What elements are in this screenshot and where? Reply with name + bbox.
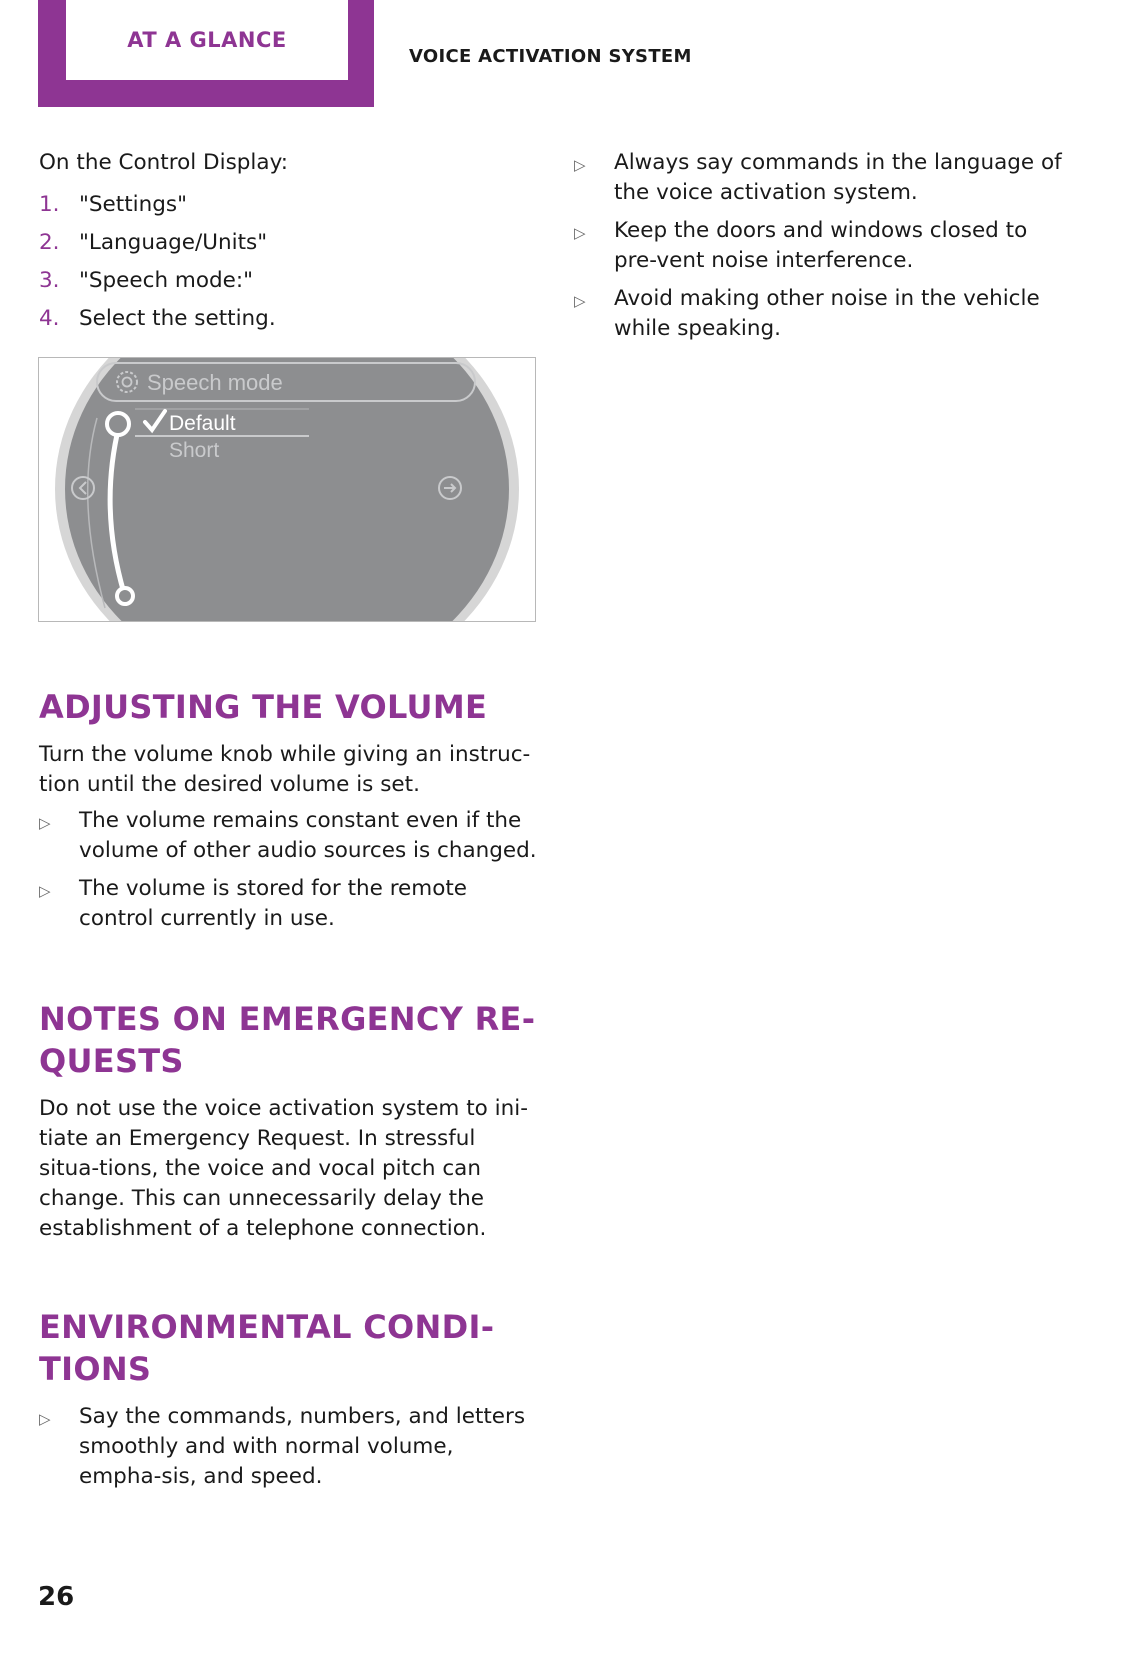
- step-item: [39, 304, 539, 334]
- bullet-triangle-icon: ▷: [574, 156, 586, 174]
- emergency-section: [39, 998, 539, 1244]
- step-item: [39, 228, 539, 258]
- rail-cursor-top: [107, 413, 129, 435]
- bullet-text: The volume remains constant even if the volume of other audio sources is changed.: [79, 808, 537, 863]
- running-head: VOICE ACTIVATION SYSTEM: [409, 46, 692, 67]
- bullet-text: Keep the doors and windows closed to pre-vent noise interference.: [614, 218, 1028, 273]
- volume-heading: ADJUSTING THE VOLUME: [39, 688, 488, 726]
- step-text: "Language/Units": [79, 230, 268, 255]
- control-display-screenshot: [38, 357, 536, 622]
- volume-bullets: [39, 806, 539, 934]
- section-tab-label: AT A GLANCE: [66, 0, 348, 80]
- bullet-triangle-icon: ▷: [39, 1410, 51, 1428]
- step-number: 1.: [39, 192, 60, 217]
- emergency-body: Do not use the voice activation system to ini-tiate an Emergency Request. In stressful situa-tions, the voice and vocal pitch can change. This can unnecessarily delay the establishment of a telephone connection.: [39, 1096, 528, 1241]
- step-number: 4.: [39, 306, 60, 331]
- list-item: [574, 284, 1074, 344]
- page-number: 26: [38, 1582, 75, 1612]
- volume-section: [39, 686, 539, 942]
- bullet-text: The volume is stored for the remote control currently in use.: [79, 876, 468, 931]
- left-column: [39, 148, 539, 342]
- bullet-text: Avoid making other noise in the vehicle while speaking.: [614, 286, 1040, 341]
- emergency-heading: [39, 998, 539, 1082]
- screen-title: Speech mode: [147, 370, 283, 395]
- display-area: [65, 358, 509, 621]
- rail-cursor-bottom: [117, 588, 133, 604]
- list-item: [574, 216, 1074, 276]
- step-text: "Settings": [79, 192, 187, 217]
- intro-lead: On the Control Display:: [39, 150, 288, 175]
- environment-bullets: [39, 1402, 539, 1492]
- list-item: [574, 148, 1074, 208]
- bullet-triangle-icon: ▷: [39, 814, 51, 832]
- environment-heading-line2: TIONS: [39, 1350, 152, 1388]
- control-display-graphic: [39, 358, 535, 621]
- step-item: [39, 266, 539, 296]
- emergency-heading-line2: QUESTS: [39, 1042, 184, 1080]
- step-number: 2.: [39, 230, 60, 255]
- list-item: [39, 806, 539, 866]
- step-text: "Speech mode:": [79, 268, 254, 293]
- emergency-heading-line1: NOTES ON EMERGENCY RE-: [39, 1000, 536, 1038]
- option-short[interactable]: Short: [169, 439, 220, 462]
- volume-body: Turn the volume knob while giving an instruc-tion until the desired volume is set.: [39, 742, 531, 797]
- bullet-triangle-icon: ▷: [39, 882, 51, 900]
- step-item: [39, 190, 539, 220]
- bullet-text: Always say commands in the language of the voice activation system.: [614, 150, 1062, 205]
- environment-section: [39, 1306, 539, 1500]
- right-bullets: [574, 148, 1074, 344]
- list-item: [39, 874, 539, 934]
- right-column: [574, 148, 1074, 352]
- option-default[interactable]: Default: [169, 412, 236, 435]
- bullet-triangle-icon: ▷: [574, 224, 586, 242]
- list-item: [39, 1402, 539, 1492]
- bullet-text: Say the commands, numbers, and letters smoothly and with normal volume, empha-sis, and speed.: [79, 1404, 526, 1489]
- bullet-triangle-icon: ▷: [574, 292, 586, 310]
- steps-list: [39, 190, 539, 334]
- environment-heading: [39, 1306, 539, 1390]
- step-number: 3.: [39, 268, 60, 293]
- step-text: Select the setting.: [79, 306, 276, 331]
- section-tab: [38, 0, 374, 107]
- environment-heading-line1: ENVIRONMENTAL CONDI-: [39, 1308, 495, 1346]
